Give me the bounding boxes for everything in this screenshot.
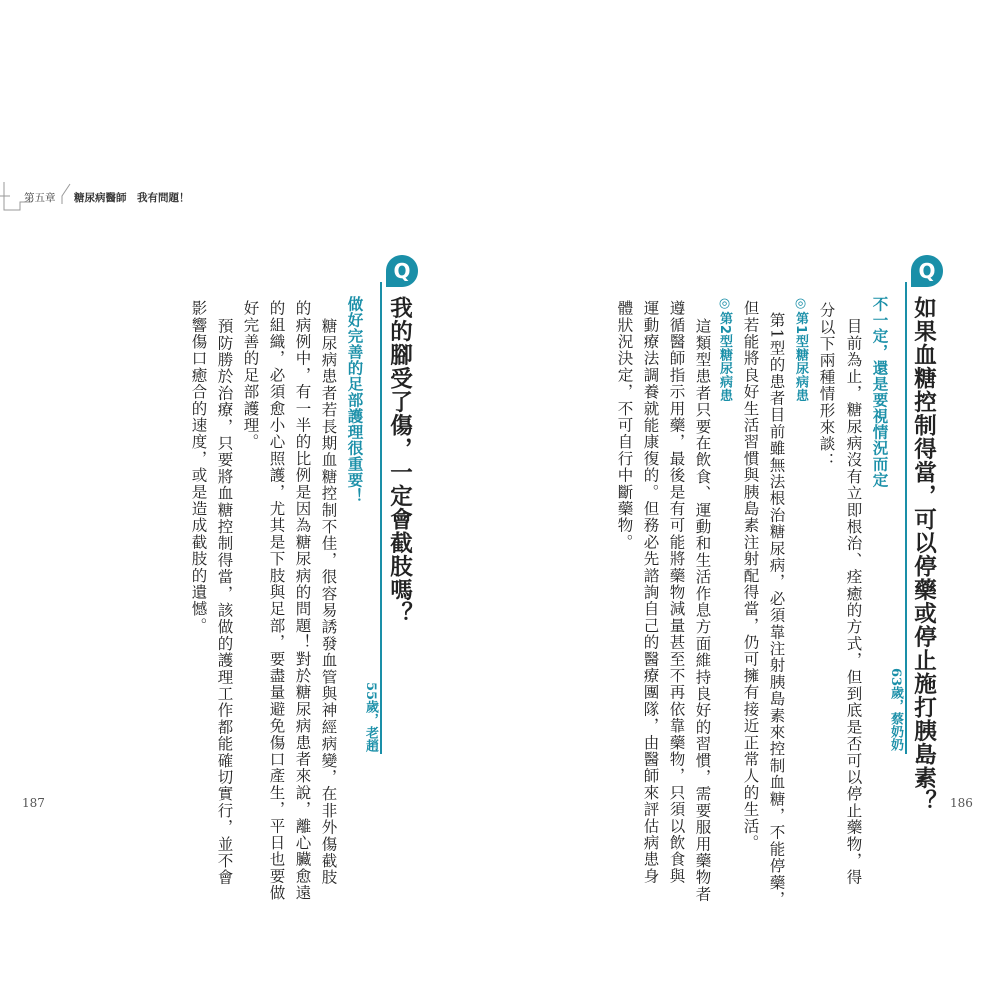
- question-rule-left: [380, 282, 382, 754]
- q-icon-right: Q: [918, 259, 936, 283]
- text-column: 糖尿病患者若長期血糖控制不佳，很容易誘發血管與神經病變，在非外傷截肢: [319, 318, 338, 886]
- text-column: 分以下兩種情形來談：: [817, 302, 836, 469]
- question-title-left: 我的腳受了傷，一定會截肢嗎？: [386, 296, 413, 625]
- text-column: 但若能將良好生活習慣與胰島素注射配得當，仍可擁有接近正常人的生活。: [741, 300, 760, 852]
- attribution-right: 63歲，蔡奶奶: [888, 668, 903, 752]
- header-title: 糖尿病醫師 我有問題！: [74, 192, 190, 204]
- answer-heading-left: 做好完善的足部護理很重要！: [345, 296, 364, 504]
- question-title-right: 如果血糖控制得當，可以停藥或停止施打胰島素？: [910, 296, 937, 813]
- text-column: 遵循醫師指示用藥，最後是有可能將藥物減量甚至不再依靠藥物，只須以飲食與: [667, 300, 686, 885]
- page-number-right: 186: [950, 796, 973, 810]
- q-icon-left: Q: [393, 259, 411, 283]
- header-chapter: 第五章: [24, 192, 56, 204]
- subheading-type2: ◎第2型糖尿病患: [717, 296, 732, 403]
- question-rule-right: [905, 282, 907, 754]
- text-column: 體狀況決定，不可自行中斷藥物。: [615, 300, 634, 551]
- attribution-left: 55歲，老趙: [363, 682, 378, 753]
- header-divider: [60, 182, 72, 206]
- text-column: 目前為止，糖尿病沒有立即根治、痊癒的方式，但到底是否可以停止藥物，得: [844, 318, 863, 886]
- text-column: 運動療法調養就能康復的。但務必先諮詢自己的醫療團隊，由醫師來評估病患身: [641, 300, 660, 885]
- text-column: 預防勝於治療，只要將血糖控制得當，該做的護理工作都能確切實行，並不會: [215, 318, 234, 886]
- answer-heading-right: 不一定，還是要視情況而定: [870, 296, 889, 488]
- text-column: 的組織，必須愈小心照護，尤其是下肢與足部，要盡量避免傷口產生，平日也要做: [267, 300, 286, 902]
- text-column: 的病例中，有一半的比例是因為糖尿病的問題！對於糖尿病患者來說，離心臟愈遠: [293, 300, 312, 902]
- page-number-left: 187: [22, 796, 45, 810]
- text-column: 這類型患者只要在飲食、運動和生活作息方面維持良好的習慣，需要服用藥物者: [693, 318, 712, 903]
- text-column: 好完善的足部護理。: [241, 300, 260, 451]
- q-badge-left: [385, 254, 419, 288]
- q-badge-right: [910, 254, 944, 288]
- text-column: 第1型的患者目前雖無法根治糖尿病，必須靠注射胰島素來控制血糖，不能停藥，: [767, 312, 786, 908]
- subheading-type1: ◎第1型糖尿病患: [793, 296, 808, 403]
- text-column: 影響傷口癒合的速度，或是造成截肢的遺憾。: [189, 300, 208, 634]
